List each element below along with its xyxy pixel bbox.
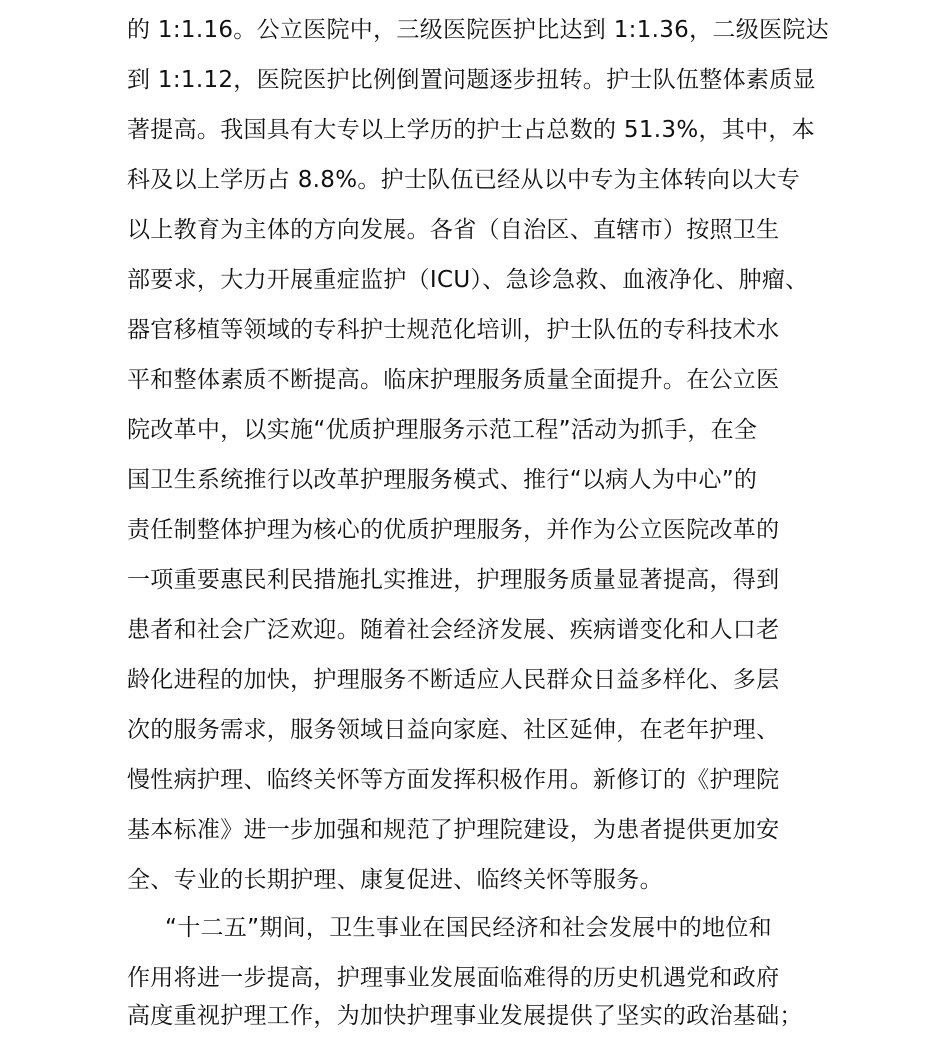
text-line: 的 1:1.16。公立医院中，三级医院医护比达到 1:1.36，二级医院达	[127, 17, 829, 43]
text-line: 次的服务需求，服务领域日益向家庭、社区延伸，在老年护理、	[127, 717, 780, 743]
text-line: 基本标准》进一步加强和规范了护理院建设，为患者提供更加安	[127, 817, 780, 843]
text-line: 著提高。我国具有大专以上学历的护士占总数的 51.3%，其中，本	[127, 117, 815, 143]
paragraph-first-line: “十二五”期间，卫生事业在国民经济和社会发展中的地位和	[165, 915, 772, 941]
text-line: 平和整体素质不断提高。临床护理服务质量全面提升。在公立医	[127, 367, 780, 393]
text-line: 全、专业的长期护理、康复促进、临终关怀等服务。	[127, 867, 663, 893]
text-line: 国卫生系统推行以改革护理服务模式、推行“以病人为中心”的	[127, 467, 758, 493]
text-line: 院改革中，以实施“优质护理服务示范工程”活动为抓手，在全	[127, 417, 758, 443]
text-line: 慢性病护理、临终关怀等方面发挥积极作用。新修订的《护理院	[127, 767, 780, 793]
text-line: 责任制整体护理为核心的优质护理服务，并作为公立医院改革的	[127, 517, 780, 543]
text-line: 部要求，大力开展重症监护（ICU）、急诊急救、血液净化、肿瘤、	[127, 267, 809, 293]
text-line: 一项重要惠民利民措施扎实推进，护理服务质量显著提高，得到	[127, 567, 780, 593]
text-line: 科及以上学历占 8.8%。护士队伍已经从以中专为主体转向以大专	[127, 167, 801, 193]
text-line: 高度重视护理工作，为加快护理事业发展提供了坚实的政治基础；	[127, 1003, 803, 1029]
text-line: 患者和社会广泛欢迎。随着社会经济发展、疾病谱变化和人口老	[127, 617, 780, 643]
text-line: 以上教育为主体的方向发展。各省（自治区、直辖市）按照卫生	[127, 217, 780, 243]
text-line: 器官移植等领域的专科护士规范化培训，护士队伍的专科技术水	[127, 317, 780, 343]
text-line: 龄化进程的加快，护理服务不断适应人民群众日益多样化、多层	[127, 667, 780, 693]
text-line: 作用将进一步提高，护理事业发展面临难得的历史机遇党和政府	[127, 965, 780, 991]
text-line: 到 1:1.12，医院医护比例倒置问题逐步扭转。护士队伍整体素质显	[127, 67, 816, 93]
